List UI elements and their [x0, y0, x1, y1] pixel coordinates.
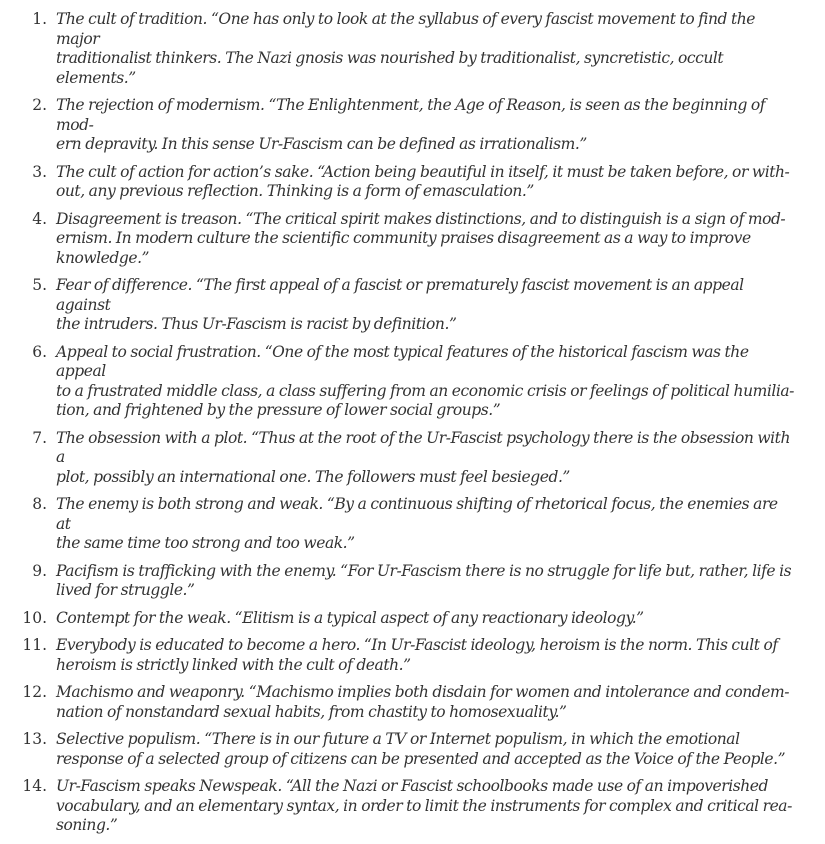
list-item-text — [56, 636, 796, 675]
list-item-text — [56, 343, 796, 421]
list-item — [0, 343, 825, 421]
list-item-number: 7. — [32, 428, 47, 447]
text-line: vocabulary, and an elementary syntax, in order to limit the instruments for complex and critical rea- — [56, 796, 792, 815]
list-item — [0, 210, 825, 269]
list-item — [0, 163, 825, 202]
list-item-number: 8. — [32, 495, 47, 513]
list-item-text — [56, 730, 796, 769]
text-line: soning.” — [56, 816, 118, 834]
list-item-text — [56, 495, 796, 554]
text-line: Fear of difference. “The first appeal of a fascist or prematurely fascist movement is an appeal against — [56, 276, 744, 314]
numbered-list — [0, 10, 825, 844]
list-item-text — [56, 609, 796, 629]
text-line: traditionalist thinkers. The Nazi gnosis was nourished by traditionalist, syncretistic, occult elements.” — [56, 49, 724, 87]
list-item-number: 14. — [22, 777, 47, 795]
list-item-text — [56, 210, 796, 269]
list-item-number: 4. — [32, 209, 47, 228]
list-item — [0, 10, 825, 88]
text-line: The rejection of modernism. “The Enlightenment, the Age of Reason, is seen as the beginning of mod- — [56, 96, 766, 134]
text-line: ernism. In modern culture the scientific community praises disagreement as a way to improve — [56, 229, 751, 247]
text-line: The cult of action for action’s sake. “Action being beautiful in itself, it must be taken before, or with- — [56, 162, 790, 181]
text-line: lived for struggle.” — [56, 581, 195, 599]
list-item-number: 1. — [32, 10, 47, 28]
text-line: Ur-Fascism speaks Newspeak. “All the Nazi or Fascist schoolbooks made use of an impoverished — [56, 777, 768, 795]
list-item-number: 11. — [22, 636, 47, 654]
list-item-text — [56, 683, 796, 722]
text-line: to a frustrated middle class, a class suffering from an economic crisis or feelings of political humilia- — [56, 381, 794, 400]
list-item — [0, 495, 825, 554]
list-item-number: 12. — [22, 683, 47, 701]
list-item — [0, 730, 825, 769]
text-line: response of a selected group of citizens can be presented and accepted as the Voice of the People.” — [56, 749, 786, 768]
list-item — [0, 562, 825, 601]
list-item-number: 6. — [32, 342, 47, 361]
text-line: tion, and frightened by the pressure of lower social groups.” — [56, 401, 501, 419]
list-item — [0, 429, 825, 488]
list-item-number: 5. — [32, 276, 47, 294]
text-line: the same time too strong and too weak.” — [56, 534, 355, 552]
text-line: Appeal to social frustration. “One of the most typical features of the historical fascism was the appeal — [56, 342, 749, 380]
list-item — [0, 636, 825, 675]
text-line: heroism is strictly linked with the cult of death.” — [56, 655, 411, 674]
text-line: ern depravity. In this sense Ur-Fascism can be defined as irrationalism.” — [56, 135, 587, 153]
text-line: Pacifism is trafficking with the enemy. “For Ur-Fascism there is no struggle for life but, rather, life is — [56, 561, 792, 580]
text-line: Selective populism. “There is in our future a TV or Internet populism, in which the emotional — [56, 730, 740, 748]
text-line: The cult of tradition. “One has only to look at the syllabus of every fascist movement to find the major — [56, 10, 756, 48]
list-item-text — [56, 10, 796, 88]
text-line: The obsession with a plot. “Thus at the root of the Ur-Fascist psychology there is the obsession with a — [56, 428, 790, 466]
text-line: Disagreement is treason. “The critical spirit makes distinctions, and to distinguish is a sign of mod- — [56, 209, 786, 228]
text-line: Machismo and weaponry. “Machismo implies both disdain for women and intolerance and condem- — [56, 683, 790, 701]
list-item-text — [56, 777, 796, 836]
text-line: plot, possibly an international one. The followers must feel besieged.” — [56, 467, 570, 486]
list-item-number: 3. — [32, 162, 47, 181]
list-item-number: 2. — [32, 96, 47, 114]
list-item — [0, 683, 825, 722]
text-line: out, any previous reflection. Thinking is a form of emasculation.” — [56, 182, 534, 200]
list-item — [0, 609, 825, 629]
text-line: nation of nonstandard sexual habits, from chastity to homosexuality.” — [56, 702, 567, 721]
text-line: Contempt for the weak. “Elitism is a typical aspect of any reactionary ideology.” — [56, 608, 644, 627]
list-item — [0, 96, 825, 155]
text-line: the intruders. Thus Ur-Fascism is racist by definition.” — [56, 315, 457, 333]
list-item-text — [56, 163, 796, 202]
list-item-text — [56, 96, 796, 155]
list-item — [0, 777, 825, 836]
text-line: Everybody is educated to become a hero. “In Ur-Fascist ideology, heroism is the norm. This cult of — [56, 636, 778, 654]
list-item-number: 9. — [32, 561, 47, 580]
text-line: The enemy is both strong and weak. “By a continuous shifting of rhetorical focus, the enemies are at — [56, 495, 778, 533]
list-item-text — [56, 276, 796, 335]
list-item-text — [56, 429, 796, 488]
list-item-number: 10. — [22, 608, 47, 627]
list-item — [0, 276, 825, 335]
text-line: knowledge.” — [56, 248, 150, 267]
list-item-number: 13. — [22, 730, 47, 748]
list-item-text — [56, 562, 796, 601]
